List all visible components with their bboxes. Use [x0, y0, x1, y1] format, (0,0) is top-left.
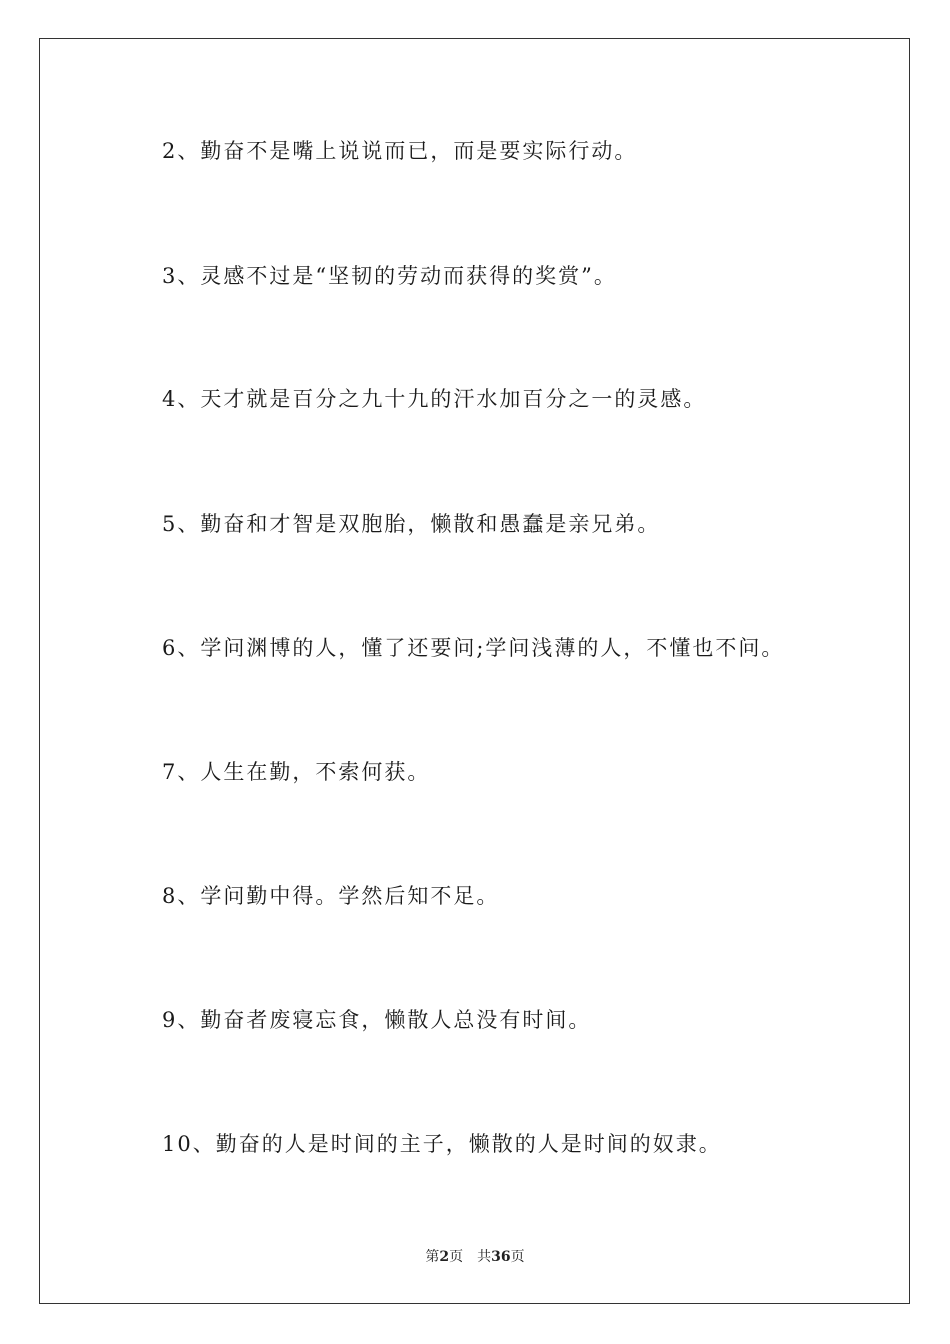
quote-line-6: 6、学问渊博的人，懂了还要问;学问浅薄的人，不懂也不问。: [162, 636, 785, 660]
quote-line-2: 2、勤奋不是嘴上说说而已，而是要实际行动。: [162, 139, 638, 163]
footer-page-number: 2: [439, 1249, 450, 1265]
page-footer: [0, 1247, 950, 1267]
footer-page-prefix: 第: [425, 1249, 440, 1265]
quote-line-7: 7、人生在勤，不索何获。: [162, 760, 431, 784]
footer-total-pages: 36: [491, 1249, 511, 1265]
quote-line-9: 9、勤奋者废寝忘食，懒散人总没有时间。: [162, 1008, 592, 1032]
quote-line-5: 5、勤奋和才智是双胞胎，懒散和愚蠢是亲兄弟。: [162, 512, 661, 536]
quote-line-10: 10、勤奋的人是时间的主子，懒散的人是时间的奴隶。: [162, 1132, 722, 1156]
quote-line-4: 4、天才就是百分之九十九的汗水加百分之一的灵感。: [162, 387, 707, 411]
quote-line-8: 8、学问勤中得。学然后知不足。: [162, 884, 500, 908]
footer-page-suffix: 页: [449, 1249, 464, 1265]
footer-total-suffix: 页: [510, 1249, 525, 1265]
quote-line-3: 3、灵感不过是“坚韧的劳动而获得的奖赏”。: [162, 264, 617, 288]
page-frame: [39, 38, 910, 1304]
footer-total-prefix: 共: [477, 1249, 492, 1265]
